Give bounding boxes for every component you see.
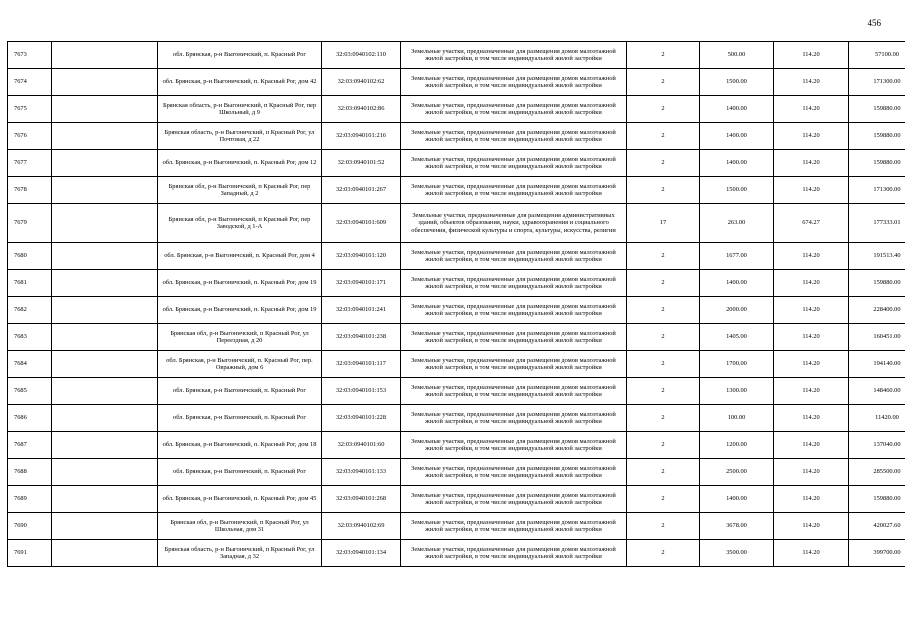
cadastral-number-cell: 32:03:0940101:228 [322, 405, 401, 432]
area-cell: 1700.00 [700, 351, 774, 378]
blank-cell [52, 432, 158, 459]
table-row [8, 96, 905, 123]
cadastral-number-cell: 32:03:0940101:120 [322, 243, 401, 270]
rate-cell: 114.20 [774, 540, 849, 567]
table-row [8, 513, 905, 540]
table-row [8, 486, 905, 513]
land-use-cell: Земельные участки, предназначенные для размещения домов малоэтажной жилой застройки, в том числе индивидуальной жилой застройки [401, 297, 627, 324]
address-cell: Брянская область, р-н Выгоничский, п Красный Рог, ул Западная, д 32 [158, 540, 322, 567]
blank-cell [52, 270, 158, 297]
category-code-cell: 2 [627, 243, 700, 270]
category-code-cell: 2 [627, 177, 700, 204]
row-number: 7685 [8, 378, 52, 405]
table-row [8, 378, 905, 405]
table-row [8, 405, 905, 432]
area-cell: 1500.00 [700, 69, 774, 96]
row-number: 7688 [8, 459, 52, 486]
row-number: 7687 [8, 432, 52, 459]
area-cell: 1300.00 [700, 378, 774, 405]
blank-cell [52, 486, 158, 513]
cadastral-value-cell: 137040.00 [849, 432, 905, 459]
category-code-cell: 2 [627, 42, 700, 69]
blank-cell [52, 459, 158, 486]
category-code-cell: 2 [627, 69, 700, 96]
table-row [8, 459, 905, 486]
land-use-cell: Земельные участки, предназначенные для размещения домов малоэтажной жилой застройки, в том числе индивидуальной жилой застройки [401, 513, 627, 540]
cadastral-number-cell: 32:03:0940101:60 [322, 432, 401, 459]
cadastral-value-cell: 159880.00 [849, 96, 905, 123]
table-row [8, 177, 905, 204]
land-use-cell: Земельные участки, предназначенные для размещения домов малоэтажной жилой застройки, в том числе индивидуальной жилой застройки [401, 150, 627, 177]
area-cell: 263.00 [700, 204, 774, 243]
cadastral-number-cell: 32:03:0940101:216 [322, 123, 401, 150]
cadastral-number-cell: 32:03:0940101:52 [322, 150, 401, 177]
category-code-cell: 2 [627, 324, 700, 351]
blank-cell [52, 123, 158, 150]
table-row [8, 270, 905, 297]
rate-cell: 114.20 [774, 405, 849, 432]
area-cell: 1400.00 [700, 150, 774, 177]
cadastral-value-cell: 171300.00 [849, 177, 905, 204]
rate-cell: 674.27 [774, 204, 849, 243]
blank-cell [52, 243, 158, 270]
rate-cell: 114.20 [774, 297, 849, 324]
address-cell: обл. Брянская, р-н Выгоничский, п. Красный Рог [158, 42, 322, 69]
area-cell: 500.00 [700, 42, 774, 69]
land-use-cell: Земельные участки, предназначенные для размещения домов малоэтажной жилой застройки, в том числе индивидуальной жилой застройки [401, 69, 627, 96]
rate-cell: 114.20 [774, 150, 849, 177]
rate-cell: 114.20 [774, 513, 849, 540]
land-use-cell: Земельные участки, предназначенные для размещения домов малоэтажной жилой застройки, в том числе индивидуальной жилой застройки [401, 432, 627, 459]
blank-cell [52, 150, 158, 177]
cadastral-value-cell: 159880.00 [849, 270, 905, 297]
rate-cell: 114.20 [774, 432, 849, 459]
cadastral-value-cell: 159880.00 [849, 123, 905, 150]
address-cell: Брянская обл, р-н Выгоничский, п Красный Рог, ул Переездная, д 20 [158, 324, 322, 351]
rate-cell: 114.20 [774, 123, 849, 150]
area-cell: 100.00 [700, 405, 774, 432]
cadastral-value-cell: 171300.00 [849, 69, 905, 96]
table-row [8, 540, 905, 567]
category-code-cell: 2 [627, 405, 700, 432]
blank-cell [52, 69, 158, 96]
category-code-cell: 2 [627, 351, 700, 378]
blank-cell [52, 177, 158, 204]
row-number: 7690 [8, 513, 52, 540]
row-number: 7679 [8, 204, 52, 243]
address-cell: обл. Брянская, р-н Выгоничский, п. Красный Рог, дом 19 [158, 297, 322, 324]
area-cell: 2500.00 [700, 459, 774, 486]
table-row [8, 42, 905, 69]
rate-cell: 114.20 [774, 96, 849, 123]
address-cell: Брянская область, р-н Выгоничский, п Красный Рог, ул Почтовая, д 22 [158, 123, 322, 150]
row-number: 7686 [8, 405, 52, 432]
table-row [8, 243, 905, 270]
category-code-cell: 17 [627, 204, 700, 243]
address-cell: Брянская обл, р-н Выгоничский, п Красный Рог, ул Школьная, дом 31 [158, 513, 322, 540]
category-code-cell: 2 [627, 513, 700, 540]
table-row [8, 123, 905, 150]
row-number: 7681 [8, 270, 52, 297]
blank-cell [52, 540, 158, 567]
category-code-cell: 2 [627, 540, 700, 567]
area-cell: 3500.00 [700, 540, 774, 567]
area-cell: 1400.00 [700, 123, 774, 150]
land-use-cell: Земельные участки, предназначенные для размещения домов малоэтажной жилой застройки, в том числе индивидуальной жилой застройки [401, 540, 627, 567]
area-cell: 1400.00 [700, 96, 774, 123]
blank-cell [52, 405, 158, 432]
cadastral-number-cell: 32:03:0940101:153 [322, 378, 401, 405]
land-use-cell: Земельные участки, предназначенные для размещения домов малоэтажной жилой застройки, в том числе индивидуальной жилой застройки [401, 123, 627, 150]
cadastral-value-cell: 285500.00 [849, 459, 905, 486]
address-cell: обл. Брянская, р-н Выгоничский, п. Красный Рог, пер. Овражный, дом 6 [158, 351, 322, 378]
row-number: 7678 [8, 177, 52, 204]
blank-cell [52, 204, 158, 243]
table-row [8, 351, 905, 378]
rate-cell: 114.20 [774, 378, 849, 405]
row-number: 7683 [8, 324, 52, 351]
land-use-cell: Земельные участки, предназначенные для размещения домов малоэтажной жилой застройки, в том числе индивидуальной жилой застройки [401, 324, 627, 351]
row-number: 7675 [8, 96, 52, 123]
address-cell: Брянская обл, р-н Выгоничский, п Красный Рог, пер Западный, д 2 [158, 177, 322, 204]
cadastral-number-cell: 32:03:0940101:117 [322, 351, 401, 378]
category-code-cell: 2 [627, 270, 700, 297]
address-cell: обл. Брянская, р-н Выгоничский, п. Красный Рог, дом 12 [158, 150, 322, 177]
category-code-cell: 2 [627, 459, 700, 486]
cadastral-value-cell: 228400.00 [849, 297, 905, 324]
row-number: 7684 [8, 351, 52, 378]
cadastral-value-cell: 11420.00 [849, 405, 905, 432]
row-number: 7680 [8, 243, 52, 270]
blank-cell [52, 96, 158, 123]
category-code-cell: 2 [627, 432, 700, 459]
category-code-cell: 2 [627, 150, 700, 177]
row-number: 7689 [8, 486, 52, 513]
blank-cell [52, 324, 158, 351]
cadastral-number-cell: 32:03:0940101:268 [322, 486, 401, 513]
area-cell: 1200.00 [700, 432, 774, 459]
land-use-cell: Земельные участки, предназначенные для размещения домов малоэтажной жилой застройки, в том числе индивидуальной жилой застройки [401, 177, 627, 204]
cadastral-value-cell: 399700.00 [849, 540, 905, 567]
cadastral-number-cell: 32:03:0940102:69 [322, 513, 401, 540]
cadastral-number-cell: 32:03:0940101:241 [322, 297, 401, 324]
blank-cell [52, 42, 158, 69]
table-row [8, 69, 905, 96]
rate-cell: 114.20 [774, 42, 849, 69]
address-cell: обл. Брянская, р-н Выгоничский, п. Красный Рог, дом 4 [158, 243, 322, 270]
rate-cell: 114.20 [774, 324, 849, 351]
address-cell: обл. Брянская, р-н Выгоничский, п. Красный Рог, дом 45 [158, 486, 322, 513]
rate-cell: 114.20 [774, 177, 849, 204]
land-use-cell: Земельные участки, предназначенные для размещения домов малоэтажной жилой застройки, в том числе индивидуальной жилой застройки [401, 486, 627, 513]
table-row [8, 204, 905, 243]
blank-cell [52, 297, 158, 324]
address-cell: обл. Брянская, р-н Выгоничский, п. Красный Рог, дом 19 [158, 270, 322, 297]
cadastral-number-cell: 32:03:0940101:609 [322, 204, 401, 243]
rate-cell: 114.20 [774, 459, 849, 486]
rate-cell: 114.20 [774, 486, 849, 513]
land-use-cell: Земельные участки, предназначенные для размещения домов малоэтажной жилой застройки, в том числе индивидуальной жилой застройки [401, 270, 627, 297]
blank-cell [52, 378, 158, 405]
cadastral-value-cell: 194140.00 [849, 351, 905, 378]
area-cell: 1500.00 [700, 177, 774, 204]
category-code-cell: 2 [627, 96, 700, 123]
cadastral-value-cell: 160451.00 [849, 324, 905, 351]
area-cell: 1400.00 [700, 270, 774, 297]
cadastral-number-cell: 32:03:0940101:133 [322, 459, 401, 486]
rate-cell: 114.20 [774, 243, 849, 270]
cadastral-value-cell: 191513.40 [849, 243, 905, 270]
land-use-cell: Земельные участки, предназначенные для размещения домов малоэтажной жилой застройки, в том числе индивидуальной жилой застройки [401, 42, 627, 69]
row-number: 7677 [8, 150, 52, 177]
category-code-cell: 2 [627, 297, 700, 324]
land-use-cell: Земельные участки, предназначенные для размещения административных зданий, объектов образования, науки, здравоохранения и социального обеспечения, физической культуры и спорта, культуры, искусства, религии [401, 204, 627, 243]
address-cell: Брянская область, р-н Выгоничский, п Красный Рог, пер Школьный, д 9 [158, 96, 322, 123]
rate-cell: 114.20 [774, 69, 849, 96]
row-number: 7673 [8, 42, 52, 69]
cadastral-value-cell: 159880.00 [849, 486, 905, 513]
cadastral-value-cell: 148460.00 [849, 378, 905, 405]
land-use-cell: Земельные участки, предназначенные для размещения домов малоэтажной жилой застройки, в том числе индивидуальной жилой застройки [401, 378, 627, 405]
area-cell: 1400.00 [700, 486, 774, 513]
cadastral-number-cell: 32:03:0940101:267 [322, 177, 401, 204]
address-cell: обл. Брянская, р-н Выгоничский, п. Красный Рог, дом 18 [158, 432, 322, 459]
row-number: 7691 [8, 540, 52, 567]
blank-cell [52, 513, 158, 540]
cadastral-number-cell: 32:03:0940101:134 [322, 540, 401, 567]
land-use-cell: Земельные участки, предназначенные для размещения домов малоэтажной жилой застройки, в том числе индивидуальной жилой застройки [401, 405, 627, 432]
cadastral-value-cell: 177333.01 [849, 204, 905, 243]
cadastral-number-cell: 32:03:0940102:86 [322, 96, 401, 123]
address-cell: обл. Брянская, р-н Выгоничский, п. Красный Рог, дом 42 [158, 69, 322, 96]
cadastral-number-cell: 32:03:0940101:238 [322, 324, 401, 351]
table-row [8, 297, 905, 324]
blank-cell [52, 351, 158, 378]
cadastral-number-cell: 32:03:0940101:171 [322, 270, 401, 297]
address-cell: обл. Брянская, р-н Выгоничский, п. Красный Рог [158, 378, 322, 405]
cadastral-number-cell: 32:03:0940102:110 [322, 42, 401, 69]
rate-cell: 114.20 [774, 270, 849, 297]
area-cell: 1677.00 [700, 243, 774, 270]
land-use-cell: Земельные участки, предназначенные для размещения домов малоэтажной жилой застройки, в том числе индивидуальной жилой застройки [401, 459, 627, 486]
land-use-cell: Земельные участки, предназначенные для размещения домов малоэтажной жилой застройки, в том числе индивидуальной жилой застройки [401, 351, 627, 378]
row-number: 7682 [8, 297, 52, 324]
area-cell: 2000.00 [700, 297, 774, 324]
page-number: 456 [867, 18, 881, 28]
cadastral-number-cell: 32:03:0940102:62 [322, 69, 401, 96]
row-number: 7676 [8, 123, 52, 150]
rate-cell: 114.20 [774, 351, 849, 378]
area-cell: 3678.00 [700, 513, 774, 540]
category-code-cell: 2 [627, 486, 700, 513]
land-use-cell: Земельные участки, предназначенные для размещения домов малоэтажной жилой застройки, в том числе индивидуальной жилой застройки [401, 96, 627, 123]
cadastral-value-cell: 57100.00 [849, 42, 905, 69]
address-cell: Брянская обл, р-н Выгоничский, п Красный Рог, пер Заводской, д 1-А [158, 204, 322, 243]
address-cell: обл. Брянская, р-н Выгоничский, п. Красный Рог [158, 405, 322, 432]
land-registry-table [7, 41, 905, 567]
table-body [8, 42, 905, 567]
table-row [8, 150, 905, 177]
table-row [8, 432, 905, 459]
category-code-cell: 2 [627, 123, 700, 150]
area-cell: 1405.00 [700, 324, 774, 351]
row-number: 7674 [8, 69, 52, 96]
address-cell: обл. Брянская, р-н Выгоничский, п. Красный Рог [158, 459, 322, 486]
land-use-cell: Земельные участки, предназначенные для размещения домов малоэтажной жилой застройки, в том числе индивидуальной жилой застройки [401, 243, 627, 270]
category-code-cell: 2 [627, 378, 700, 405]
cadastral-value-cell: 420027.60 [849, 513, 905, 540]
cadastral-value-cell: 159880.00 [849, 150, 905, 177]
table-row [8, 324, 905, 351]
